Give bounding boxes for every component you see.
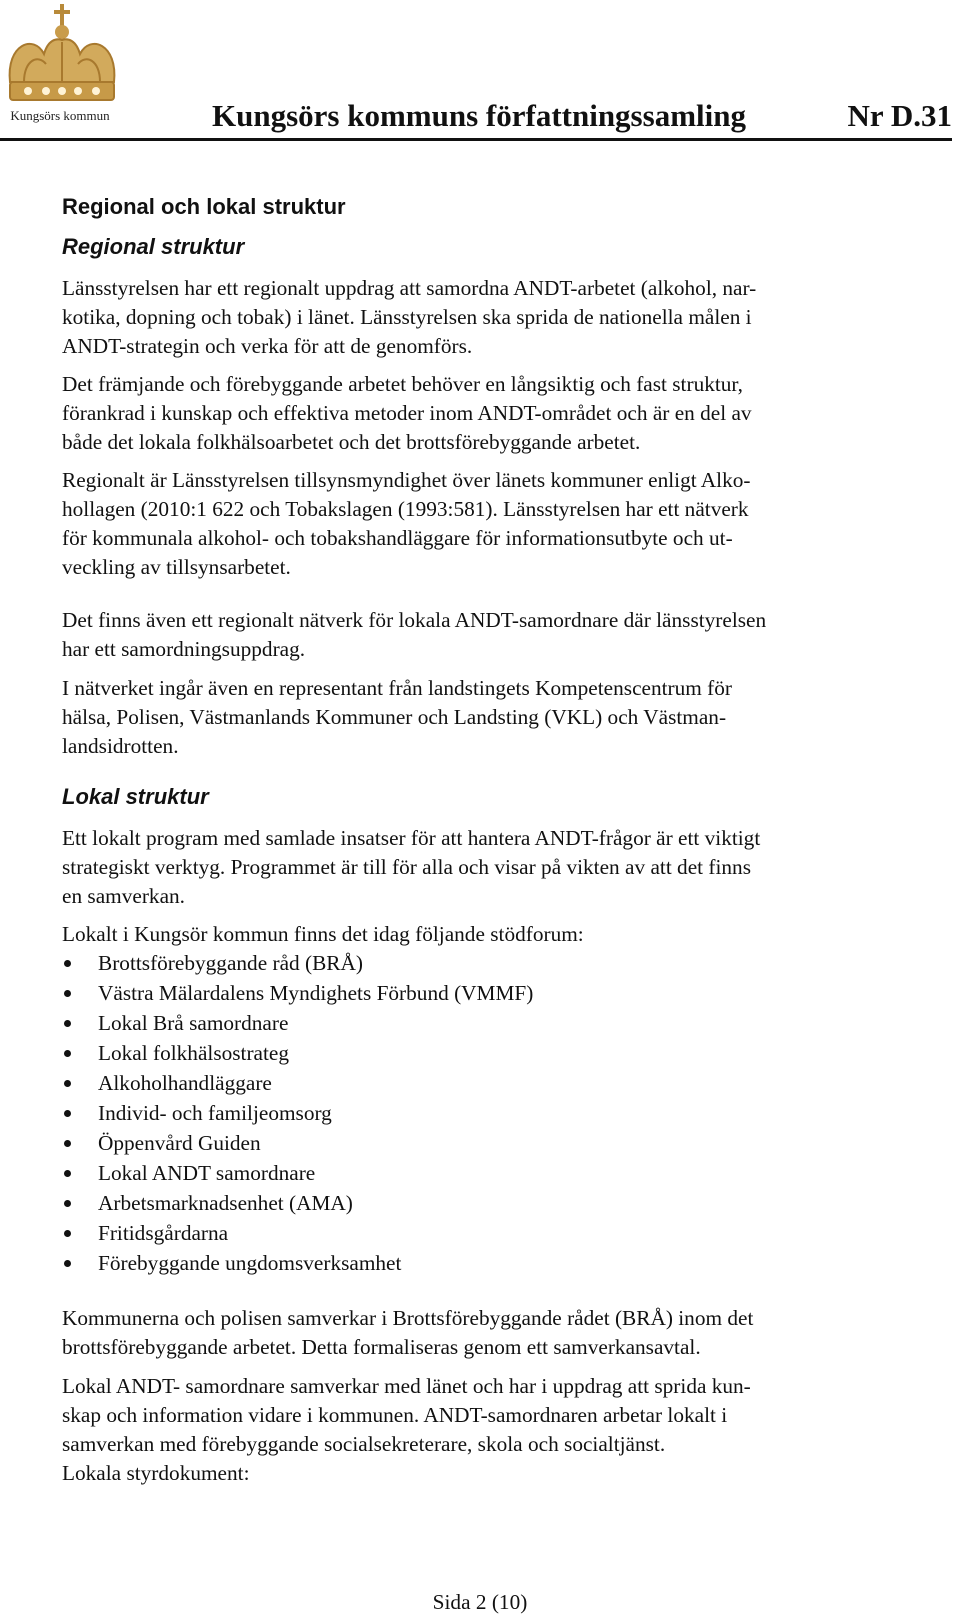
- bullet-icon: [64, 990, 71, 997]
- support-forum-list: [62, 948, 533, 1278]
- paragraph-regional-5: I nätverket ingår även en representant från landstingets Kompetenscentrum för hälsa, Polisen, Västmanlands Kommuner och Landsting (VKL) och Västman- landsidrotten.: [62, 676, 732, 758]
- paragraph-regional-4: Det finns även ett regionalt nätverk för lokala ANDT-samordnare där länsstyrelsen har ett samordningsuppdrag.: [62, 608, 767, 661]
- header-divider: [0, 138, 952, 141]
- publication-title: Kungsörs kommuns författningssamling: [212, 98, 746, 133]
- list-item: Förebyggande ungdomsverksamhet: [62, 1248, 533, 1278]
- list-item: Lokal ANDT samordnare: [62, 1158, 533, 1188]
- paragraph-regional-1: Länsstyrelsen har ett regionalt uppdrag att samordna ANDT-arbetet (alkohol, nar- kotika, dopning och tobak) i länet. Länsstyrelsen ska sprida de nationella målen i ANDT-strategin och verka för att de genomförs.: [62, 276, 757, 358]
- paragraph-regional-2: Det främjande och förebyggande arbetet behöver en långsiktig och fast struktur, förankrad i kunskap och effektiva metoder inom ANDT-området och är en del av både det lokala folkhälsoarbetet och det brottsförebyggande arbetet.: [62, 372, 752, 454]
- logo-text: Kungsörs kommun: [10, 108, 110, 123]
- list-item: Öppenvård Guiden: [62, 1128, 533, 1158]
- paragraph-regional-3: Regionalt är Länsstyrelsen tillsynsmyndighet över länets kommuner enligt Alko- hollagen (2010:1 622 och Tobakslagen (1993:581). Länsstyrelsen har ett nätverk för kommunala alkohol- och tobakshandläggare för informationsutbyte och ut- veckling av tillsynsarbetet.: [62, 468, 751, 579]
- subheading-regional: Regional struktur: [62, 234, 245, 259]
- list-item: Lokal folkhälsostrateg: [62, 1038, 533, 1068]
- list-item: Individ- och familjeomsorg: [62, 1098, 533, 1128]
- page-number: Sida 2 (10): [432, 1590, 528, 1614]
- crown-icon: [4, 4, 120, 108]
- paragraph-lokal-intro: Ett lokalt program med samlade insatser för att hantera ANDT-frågor är ett viktigt strategiskt verktyg. Programmet är till för alla och visar på vikten av att det finns en samverkan.: [62, 826, 761, 908]
- subheading-lokal: Lokal struktur: [62, 784, 209, 809]
- bullet-icon: [64, 1260, 71, 1267]
- bullet-icon: [64, 960, 71, 967]
- list-item: Arbetsmarknadsenhet (AMA): [62, 1188, 533, 1218]
- bullet-icon: [64, 1050, 71, 1057]
- section-title: Regional och lokal struktur: [62, 194, 346, 219]
- list-item: Lokal Brå samordnare: [62, 1008, 533, 1038]
- paragraph-lokal-bra: Kommunerna och polisen samverkar i Brottsförebyggande rådet (BRÅ) inom det brottsförebyggande arbetet. Detta formaliseras genom ett samverkansavtal.: [62, 1306, 754, 1359]
- list-item: Brottsförebyggande råd (BRÅ): [62, 948, 533, 978]
- list-item: Fritidsgårdarna: [62, 1218, 533, 1248]
- paragraph-lokal-andt: Lokal ANDT- samordnare samverkar med länet och har i uppdrag att sprida kun- skap och information vidare i kommunen. ANDT-samordnaren arbetar lokalt i samverkan med förebyggande socialsekreterare, skola och socialtjänst. Lokala styrdokument:: [62, 1374, 751, 1485]
- bullet-icon: [64, 1230, 71, 1237]
- bullet-icon: [64, 1200, 71, 1207]
- bullet-icon: [64, 1080, 71, 1087]
- list-item: Alkoholhandläggare: [62, 1068, 533, 1098]
- list-item: Västra Mälardalens Myndighets Förbund (VMMF): [62, 978, 533, 1008]
- bullet-icon: [64, 1170, 71, 1177]
- bullet-icon: [64, 1110, 71, 1117]
- bullet-icon: [64, 1140, 71, 1147]
- document-number: Nr D.31: [847, 98, 952, 133]
- bullet-icon: [64, 1020, 71, 1027]
- list-intro: Lokalt i Kungsör kommun finns det idag följande stödforum:: [62, 922, 584, 946]
